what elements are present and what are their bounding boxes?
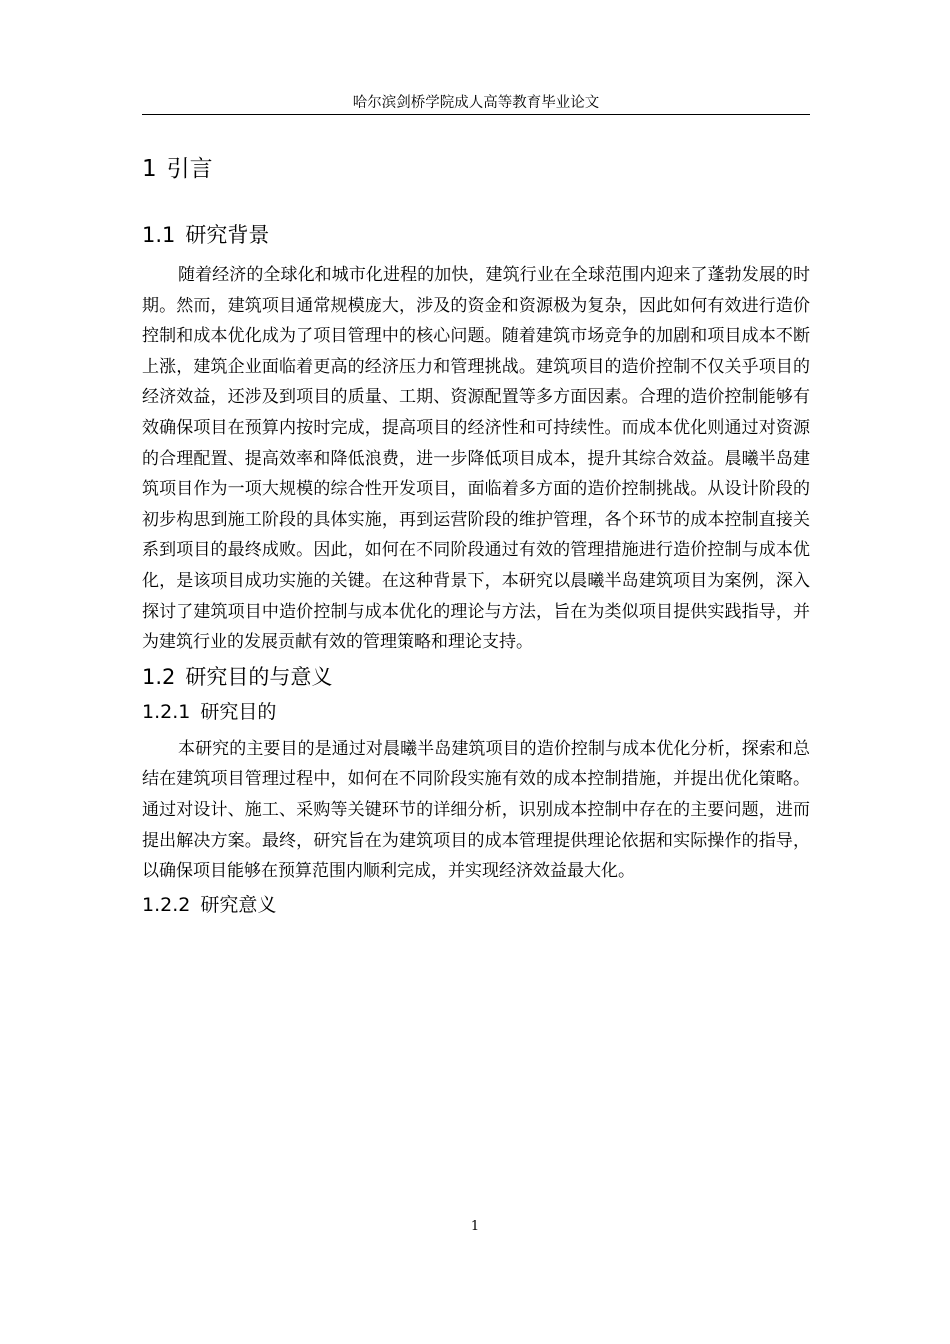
subsection-heading-1-2-1 (142, 698, 810, 726)
section-heading-1-2 (142, 662, 810, 692)
page-body (142, 152, 810, 919)
chapter-number: 1 (142, 156, 157, 182)
chapter-title: 引言 (166, 156, 213, 182)
running-header: 哈尔滨剑桥学院成人高等教育毕业论文 (352, 95, 600, 111)
subsection-title: 研究意义 (200, 893, 277, 916)
header-rule (142, 114, 810, 115)
subsection-heading-1-2-2 (142, 891, 810, 919)
subsection-number: 1.2.1 (142, 700, 191, 723)
section-number: 1.2 (142, 664, 176, 689)
subsection-number: 1.2.2 (142, 893, 191, 916)
chapter-heading (142, 152, 810, 186)
section-title: 研究背景 (185, 223, 270, 247)
page-number: 1 (470, 1219, 480, 1234)
section-title: 研究目的与意义 (185, 664, 333, 689)
section-number: 1.1 (142, 223, 176, 247)
section-heading-1-1 (142, 220, 810, 250)
subsection-title: 研究目的 (200, 700, 277, 723)
paragraph-research-background: 随着经济的全球化和城市化进程的加快，建筑行业在全球范围内迎来了蓬勃发展的时期。然而，建筑项目通常规模庞大，涉及的资金和资源极为复杂，因此如何有效进行造价控制和成本优化成为了项目管理中的核心问题。随着建筑市场竞争的加剧和项目成本不断上涨，建筑企业面临着更高的经济压力和管理挑战。建筑项目的造价控制不仅关乎项目的经济效益，还涉及到项目的质量、工期、资源配置等多方面因素。合理的造价控制能够有效确保项目在预算内按时完成，提高项目的经济性和可持续性。而成本优化则通过对资源的合理配置、提高效率和降低浪费，进一步降低项目成本，提升其综合效益。晨曦半岛建筑项目作为一项大规模的综合性开发项目，面临着多方面的造价控制挑战。从设计阶段的初步构思到施工阶段的具体实施，再到运营阶段的维护管理，各个环节的成本控制直接关系到项目的最终成败。因此，如何在不同阶段通过有效的管理措施进行造价控制与成本优化，是该项目成功实施的关键。在这种背景下，本研究以晨曦半岛建筑项目为案例，深入探讨了建筑项目中造价控制与成本优化的理论与方法，旨在为类似项目提供实践指导，并为建筑行业的发展贡献有效的管理策略和理论支持。 (142, 265, 810, 653)
paragraph-research-purpose: 本研究的主要目的是通过对晨曦半岛建筑项目的造价控制与成本优化分析，探索和总结在建筑项目管理过程中，如何在不同阶段实施有效的成本控制措施，并提出优化策略。通过对设计、施工、采购等关键环节的详细分析，识别成本控制中存在的主要问题，进而提出解决方案。最终，研究旨在为建筑项目的成本管理提供理论依据和实际操作的指导，以确保项目能够在预算范围内顺利完成，并实现经济效益最大化。 (142, 738, 810, 882)
